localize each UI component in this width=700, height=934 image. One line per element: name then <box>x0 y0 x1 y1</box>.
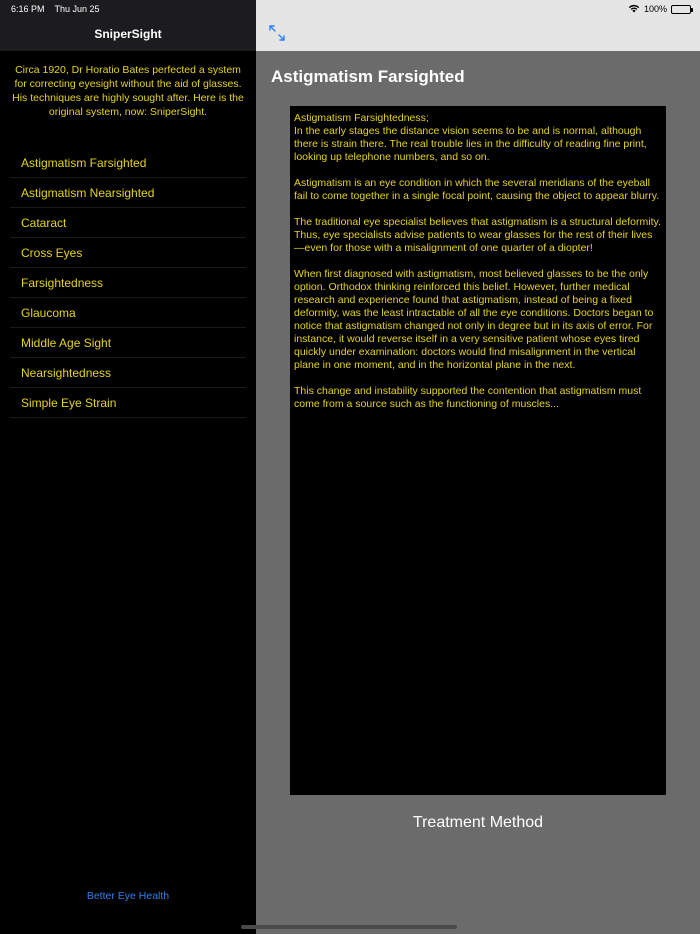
topic-item-nearsightedness[interactable]: Nearsightedness <box>10 358 246 388</box>
home-indicator[interactable] <box>241 925 457 929</box>
detail-title: Astigmatism Farsighted <box>271 67 465 86</box>
topic-item-glaucoma[interactable]: Glaucoma <box>10 298 246 328</box>
better-eye-health-link[interactable]: Better Eye Health <box>86 890 170 902</box>
article-paragraph: This change and instability supported the contention that astigmatism must come from a source such as the functioning of muscles... <box>294 385 642 410</box>
article-paragraph: When first diagnosed with astigmatism, most believed glasses to be the only option. Orthodox thinking reinforced this belief. However, further medical research and experience found that astigmatism, instead of being a fixed deformity, was the least intractable of all the eye conditions. Doctors began to notice that astigmatism changed not only in degree but in its axis of error. For instance, it would reverse itself in a very sensitive patient whose eyes tired quickly under examination: doctors would find misalignment in the vertical plane in one moment, and in the horizontal plane in the next. <box>294 268 654 371</box>
detail-pane <box>256 0 700 934</box>
topic-item-cross-eyes[interactable]: Cross Eyes <box>10 238 246 268</box>
article-paragraph: In the early stages the distance vision seems to be and is normal, although there is strain there. The real trouble lies in the difficulty of reading fine print, looking up telephone numbers, and so on. <box>294 125 647 163</box>
battery-icon <box>671 5 691 14</box>
sidebar-title: SniperSight <box>94 27 162 41</box>
sidebar <box>0 0 256 934</box>
treatment-method-button[interactable]: Treatment Method <box>412 814 544 831</box>
status-date: Thu Jun 25 <box>54 4 100 14</box>
topic-item-astigmatism-nearsighted[interactable]: Astigmatism Nearsighted <box>10 178 246 208</box>
topic-item-cataract[interactable]: Cataract <box>10 208 246 238</box>
article-text-view[interactable] <box>290 106 666 795</box>
article-paragraph: The traditional eye specialist believes that astigmatism is a structural deformity. Thus, eye specialists advise patients to wear glasses for the rest of their lives—even for those with a misalignment of one quarter of a diopter! <box>294 216 661 254</box>
wifi-icon <box>628 4 640 15</box>
expand-arrows-icon[interactable] <box>268 24 286 42</box>
status-bar-left <box>11 3 100 15</box>
topic-list <box>0 148 256 418</box>
article-paragraph: Astigmatism is an eye condition in which the several meridians of the eyeball fail to come together in a single focal point, causing the object to appear blurry. <box>294 177 660 202</box>
status-time: 6:16 PM <box>11 4 45 14</box>
topic-item-middle-age-sight[interactable]: Middle Age Sight <box>10 328 246 358</box>
topic-item-farsightedness[interactable]: Farsightedness <box>10 268 246 298</box>
sidebar-intro: Circa 1920, Dr Horatio Bates perfected a system for correcting eyesight without the aid of glasses. His techniques are highly sought after. Here is the original system, now: SniperSight. <box>12 64 244 118</box>
topic-item-astigmatism-farsighted[interactable]: Astigmatism Farsighted <box>10 148 246 178</box>
article-heading: Astigmatism Farsightedness; <box>294 112 429 124</box>
battery-percent: 100% <box>643 4 667 14</box>
status-bar-right <box>628 3 691 15</box>
topic-item-simple-eye-strain[interactable]: Simple Eye Strain <box>10 388 246 418</box>
